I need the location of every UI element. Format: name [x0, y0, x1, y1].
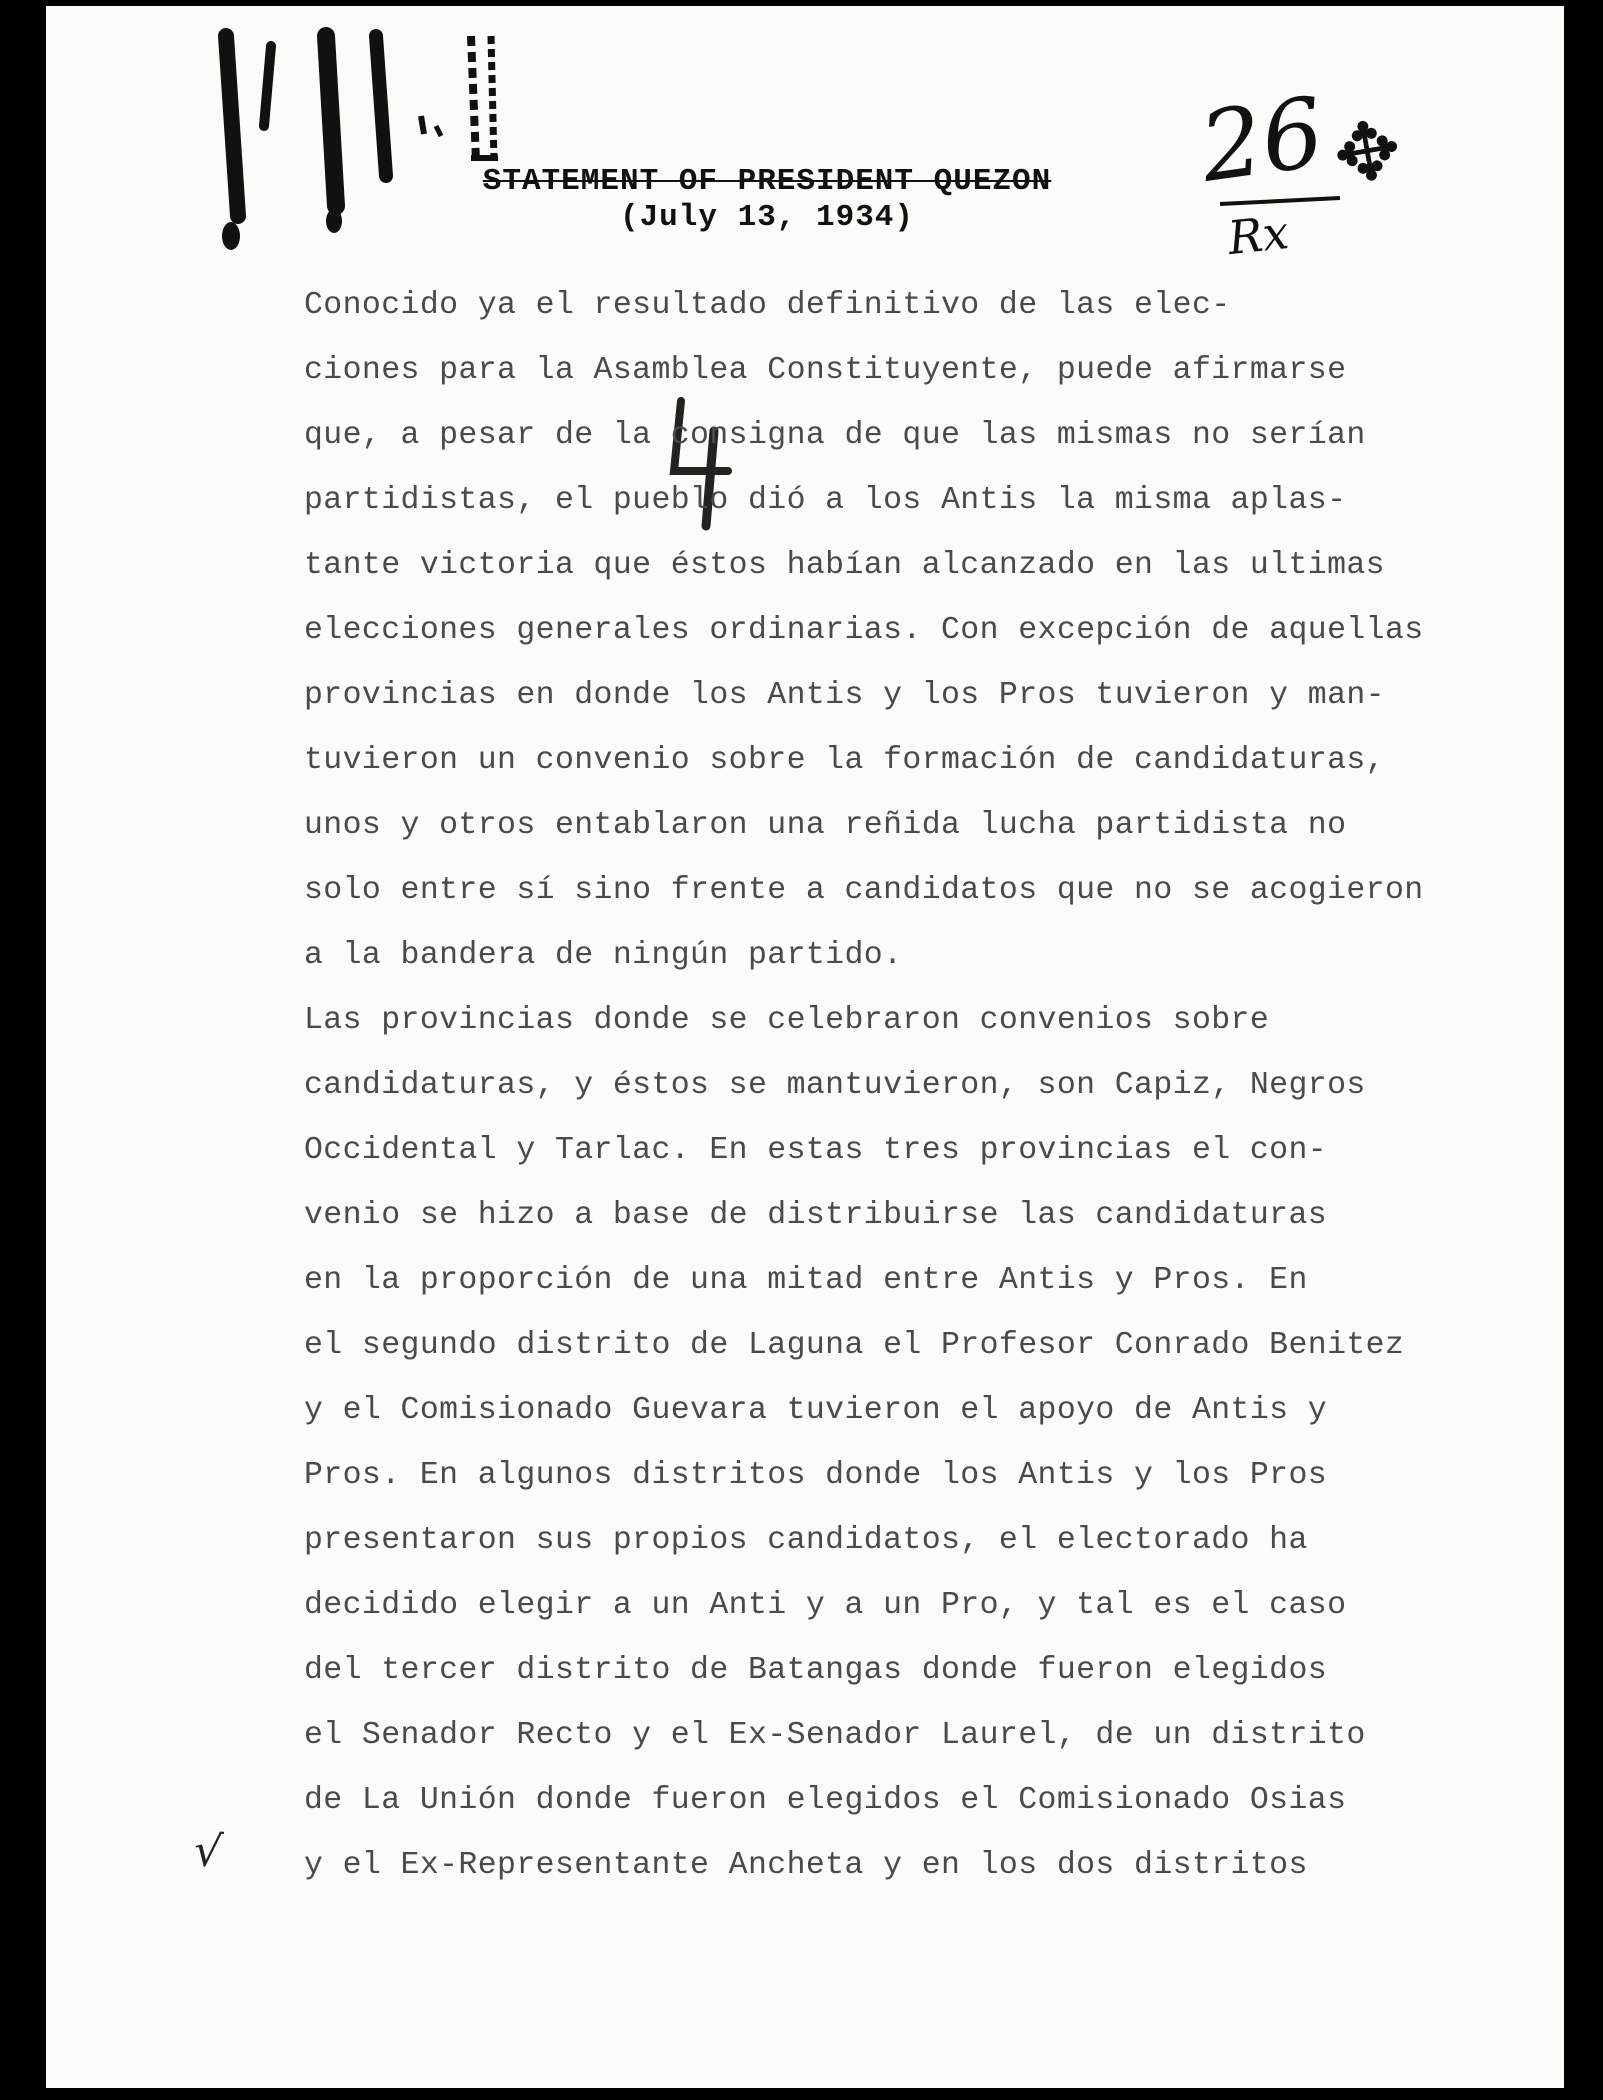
text-line: el Senador Recto y el Ex-Senador Laurel, de un distrito [304, 1718, 1366, 1753]
folio-initials: Rx [1225, 204, 1292, 266]
text-line: el segundo distrito de Laguna el Profesor Conrado Benitez [304, 1328, 1405, 1363]
folio-mark-icon: ✥ [1326, 100, 1409, 205]
text-line: ciones para la Asamblea Constituyente, puede afirmarse [304, 353, 1347, 388]
text-line: Las provincias donde se celebraron convenios sobre [304, 1003, 1270, 1038]
text-line: que, a pesar de la consigna de que las mismas no serían [304, 418, 1366, 453]
text-line: y el Comisionado Guevara tuvieron el apoyo de Antis y [304, 1393, 1328, 1428]
margin-check-mark: √ [191, 1824, 225, 1879]
text-line: elecciones generales ordinarias. Con excepción de aquellas [304, 613, 1424, 648]
text-line: candidaturas, y éstos se mantuvieron, son Capiz, Negros [304, 1068, 1366, 1103]
text-line: Pros. En algunos distritos donde los Antis y los Pros [304, 1458, 1328, 1493]
text-line: tuvieron un convenio sobre la formación de candidaturas, [304, 743, 1385, 778]
document-date: (July 13, 1934) [619, 200, 915, 235]
text-line: provincias en donde los Antis y los Pros tuvieron y man- [304, 678, 1385, 713]
text-line: de La Unión donde fueron elegidos el Comisionado Osias [304, 1783, 1347, 1818]
ink-marks-graphic [186, 16, 606, 276]
document-title: STATEMENT OF PRESIDENT QUEZON [482, 164, 1052, 199]
text-line: Conocido ya el resultado definitivo de las elec- [304, 288, 1231, 323]
text-line: en la proporción de una mitad entre Antis y Pros. En [304, 1263, 1308, 1298]
text-line: del tercer distrito de Batangas donde fueron elegidos [304, 1653, 1328, 1688]
typed-page [46, 6, 1564, 2088]
text-line: partidistas, el pueblo dió a los Antis la misma aplas- [304, 483, 1347, 518]
text-line: tante victoria que éstos habían alcanzado en las ultimas [304, 548, 1385, 583]
text-line: presentaron sus propios candidatos, el electorado ha [304, 1523, 1308, 1558]
text-line: y el Ex-Representante Ancheta y en los dos distritos [304, 1848, 1308, 1883]
text-line: decidido elegir a un Anti y a un Pro, y tal es el caso [304, 1588, 1347, 1623]
text-line: unos y otros entablaron una reñida lucha partidista no [304, 808, 1347, 843]
text-line: Occidental y Tarlac. En estas tres provincias el con- [304, 1133, 1328, 1168]
text-line: venio se hizo a base de distribuirse las candidaturas [304, 1198, 1328, 1233]
text-line: a la bandera de ningún partido. [304, 938, 903, 973]
folio-number: 26 [1193, 76, 1331, 204]
text-line: solo entre sí sino frente a candidatos que no se acogieron [304, 873, 1424, 908]
